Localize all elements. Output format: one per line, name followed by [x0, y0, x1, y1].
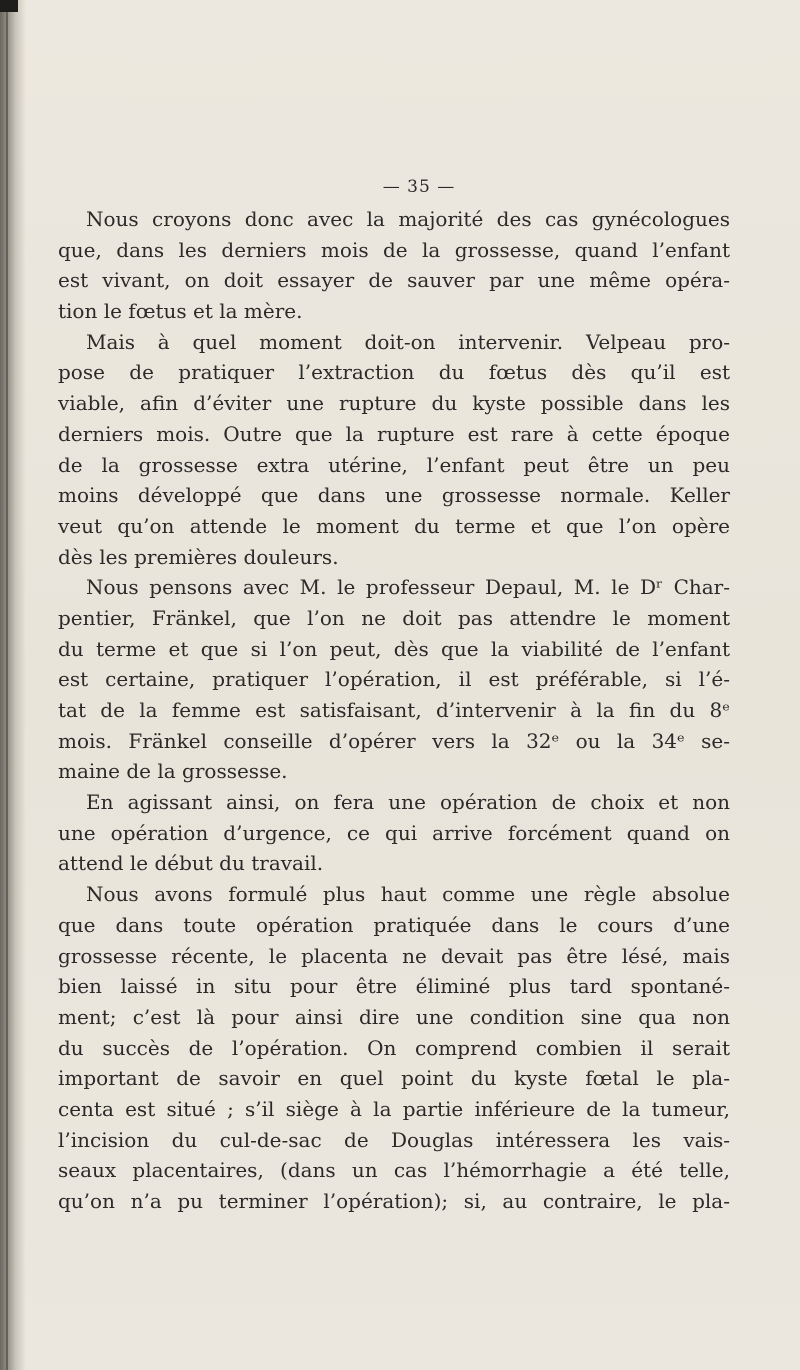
- text-line: Mais à quel moment doit-on intervenir. Velpeau pro-: [86, 329, 730, 354]
- text-line: une opération d’urgence, ce qui arrive forcément quand on: [58, 820, 730, 845]
- text-line: seaux placentaires, (dans un cas l’hémorrhagie a été telle,: [58, 1158, 730, 1183]
- text-line: du succès de l’opération. On comprend combien il serait: [58, 1035, 730, 1060]
- text-line: pose de pratiquer l’extraction du fœtus dès qu’il est: [58, 360, 730, 385]
- page-number: — 35 —: [382, 177, 456, 197]
- text-line: tat de la femme est satisfaisant, d’intervenir à la fin du 8ᵉ: [58, 698, 730, 722]
- text-line: Nous croyons donc avec la majorité des cas gynécologues: [86, 207, 730, 231]
- text-line: viable, afin d’éviter une rupture du kyste possible dans les: [58, 391, 730, 416]
- corner-mark: [0, 0, 18, 12]
- text-line: maine de la grossesse.: [58, 759, 288, 784]
- text-line: est vivant, on doit essayer de sauver par une même opéra-: [58, 268, 730, 293]
- text-line: que dans toute opération pratiquée dans le cours d’une: [58, 912, 730, 937]
- body-text: [58, 204, 730, 1217]
- text-line: bien laissé in situ pour être éliminé plus tard spontané-: [58, 974, 730, 999]
- text-line: que, dans les derniers mois de la grossesse, quand l’enfant: [58, 237, 730, 262]
- text-line: de la grossesse extra utérine, l’enfant peut être un peu: [58, 452, 730, 477]
- text-line: Nous pensons avec M. le professeur Depaul, M. le Dʳ Char-: [86, 575, 730, 600]
- text-line: moins développé que dans une grossesse normale. Keller: [58, 483, 730, 508]
- text-line: mois. Fränkel conseille d’opérer vers la 32ᵉ ou la 34ᵉ se-: [58, 728, 730, 753]
- text-line: Nous avons formulé plus haut comme une règle absolue: [86, 882, 730, 907]
- binding-shadow: [0, 0, 26, 1370]
- text-line: centa est situé ; s’il siège à la partie inférieure de la tumeur,: [58, 1096, 730, 1121]
- text-line: ment; c’est là pour ainsi dire une condition sine qua non: [58, 1004, 730, 1029]
- text-line: qu’on n’a pu terminer l’opération); si, au contraire, le pla-: [58, 1189, 730, 1213]
- text-line: important de savoir en quel point du kyste fœtal le pla-: [58, 1066, 730, 1091]
- binding-edge: [6, 0, 8, 1370]
- text-line: attend le début du travail.: [58, 851, 324, 876]
- text-line: grossesse récente, le placenta ne devait pas être lésé, mais: [58, 943, 730, 968]
- text-line: veut qu’on attende le moment du terme et que l’on opère: [58, 513, 730, 538]
- text-line: l’incision du cul-de-sac de Douglas intéressera les vais-: [58, 1127, 730, 1152]
- text-line: En agissant ainsi, on fera une opération de choix et non: [86, 790, 730, 815]
- text-line: pentier, Fränkel, que l’on ne doit pas attendre le moment: [58, 605, 730, 630]
- text-line: du terme et que si l’on peut, dès que la viabilité de l’enfant: [58, 636, 730, 661]
- text-line: est certaine, pratiquer l’opération, il est préférable, si l’é-: [58, 667, 730, 692]
- text-line: derniers mois. Outre que la rupture est rare à cette époque: [58, 421, 730, 446]
- text-line: dès les premières douleurs.: [58, 544, 339, 569]
- text-line: tion le fœtus et la mère.: [58, 299, 303, 324]
